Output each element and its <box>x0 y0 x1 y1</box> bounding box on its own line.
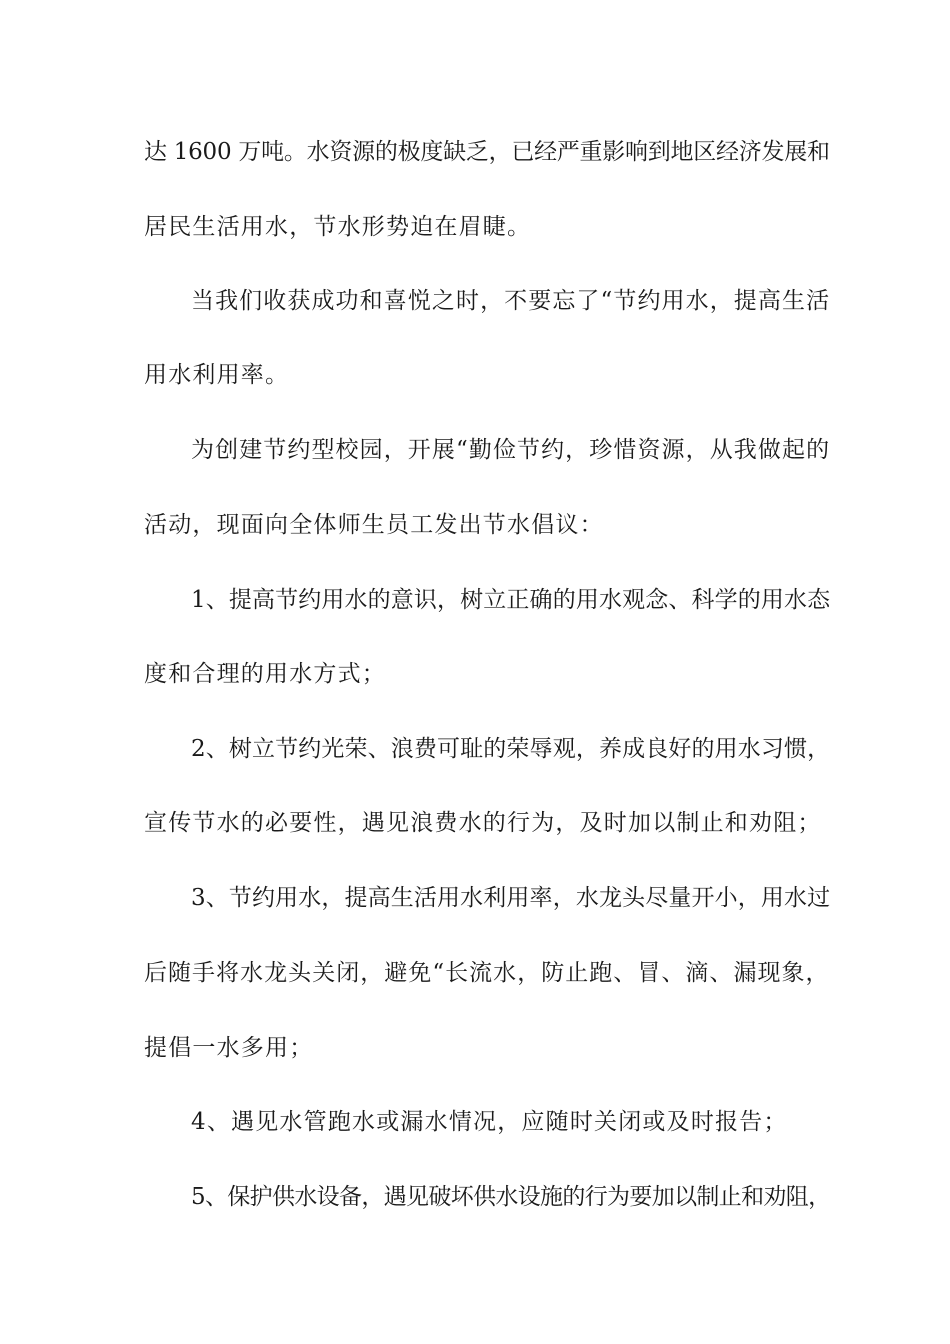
text-line-12: 后随手将水龙头关闭，避免“长流水，防止跑、冒、滴、漏现象， <box>144 960 830 986</box>
text-line-2: 居民生活用水，节水形势迫在眉睫。 <box>144 214 532 240</box>
text-line-10: 宣传节水的必要性，遇见浪费水的行为，及时加以制止和劝阻； <box>144 810 822 836</box>
text-line-5: 为创建节约型校园，开展“勤俭节约，珍惜资源，从我做起的 <box>191 437 831 463</box>
text-line-9: 2、树立节约光荣、浪费可耻的荣辱观，养成良好的用水习惯， <box>191 736 831 762</box>
text-line-14: 4、遇见水管跑水或漏水情况，应随时关闭或及时报告； <box>191 1109 788 1135</box>
text-line-15: 5、保护供水设备，遇见破坏供水设施的行为要加以制止和劝阻， <box>191 1184 831 1210</box>
text-line-13: 提倡一水多用； <box>144 1035 314 1061</box>
text-line-7: 1、提高节约用水的意识，树立正确的用水观念、科学的用水态 <box>191 587 831 613</box>
text-line-6: 活动，现面向全体师生员工发出节水倡议： <box>144 512 604 538</box>
text-line-11: 3、节约用水，提高生活用水利用率，水龙头尽量开小，用水过 <box>191 885 831 911</box>
text-line-4: 用水利用率。 <box>144 362 290 388</box>
text-line-1: 达 1600 万吨。水资源的极度缺乏，已经严重影响到地区经济发展和 <box>144 139 830 165</box>
text-line-3: 当我们收获成功和喜悦之时，不要忘了“节约用水，提高生活 <box>191 288 831 314</box>
text-line-8: 度和合理的用水方式； <box>144 661 386 687</box>
